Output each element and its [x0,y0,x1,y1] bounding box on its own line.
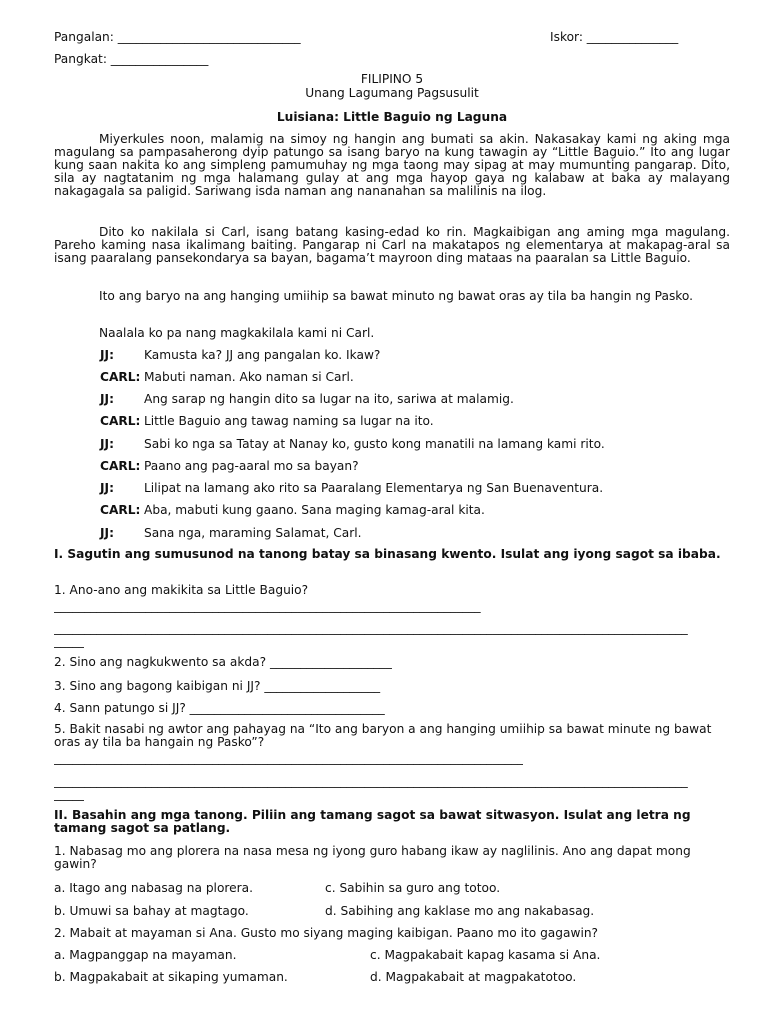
choice-d: d. Magpakabait at magpakatotoo. [370,970,577,984]
part1-question-1: 1. Ano-ano ang makikita sa Little Baguio? [54,583,309,597]
story-paragraph-2: Dito ko nakilala si Carl, isang batang kasing-edad ko rin. Magkaibigan ang aming mga magulang. Pareho kaming nasa ikalimang baiting. Pangarap ni Carl na makatapos ng elementarya at makapag-aral sa isang paaralang pansekondarya sa bayan, bagama’t mayroon ding mataas na paaralan sa Little Baguio. [54,225,730,266]
choice-c: c. Magpakabait kapag kasama si Ana. [370,948,601,962]
dialogue-text: Paano ang pag-aaral mo sa bayan? [144,459,359,473]
choice-a: a. Magpanggap na mayaman. [54,948,237,962]
speaker-label: JJ: [100,481,114,495]
part1-question-4: 4. Sann patungo si JJ? ________________________________ [54,701,385,715]
choice-d: d. Sabihing ang kaklase mo ang nakabasag. [325,904,595,918]
speaker-label: CARL: [100,370,141,384]
dialogue-text: Kamusta ka? JJ ang pangalan ko. Ikaw? [144,348,381,362]
choice-a: a. Itago ang nabasag na plorera. [54,881,253,895]
score-field: Iskor: _______________ [550,30,679,44]
story-paragraph-4: Naalala ko pa nang magkakilala kami ni Carl. [99,326,375,340]
story-paragraph-1: Miyerkules noon, malamig na simoy ng hangin ang bumati sa akin. Nakasakay kami ng aking mga magulang sa pampasaherong dyip patungo sa isang baryo na kung tawagin ay “Little Baguio.” Ito ang lugar kung saan nakita ko ang simpleng pamumuhay ng mga taong may sipag at may mumunting pangarap. Dito, sila ay nagtatanim ng mga halamang gulay at ang mga hayop gaya ng kalabaw at baka ay malayang nakagagala sa paligid. Sariwang isda naman ang nananahan sa malilinis na ilog. [54,132,730,199]
story-paragraph-3: Ito ang baryo na ang hanging umiihip sa bawat minuto ng bawat oras ay tila ba hangin ng Pasko. [99,289,694,303]
part2-question-1: 1. Nabasag mo ang plorera na nasa mesa ng iyong guro habang ikaw ay naglilinis. Ano ang dapat mong gawin? [54,844,691,872]
part1-question-5: 5. Bakit nasabi ng awtor ang pahayag na “Ito ang baryon a ang hanging umiihip sa bawat minute ng bawat oras ay tila ba hangain ng Pasko”? [54,722,712,750]
dialogue-text: Aba, mabuti kung gaano. Sana maging kamag-aral kita. [144,503,485,517]
answer-line: ________________________________________________________________________________________________________ [54,621,688,635]
dialogue-text: Ang sarap ng hangin dito sa lugar na ito, sariwa at malamig. [144,392,514,406]
part2-instruction: II. Basahin ang mga tanong. Piliin ang tamang sagot sa bawat sitwasyon. Isulat ang letra ng tamang sagot sa patlang. [54,808,691,836]
speaker-label: CARL: [100,414,141,428]
answer-line: _____ [54,634,85,648]
part2-question-2: 2. Mabait at mayaman si Ana. Gusto mo siyang maging kaibigan. Paano mo ito gagawin? [54,926,599,940]
dialogue-text: Little Baguio ang tawag naming sa lugar na ito. [144,414,434,428]
choice-c: c. Sabihin sa guro ang totoo. [325,881,501,895]
dialogue-text: Sana nga, maraming Salamat, Carl. [144,526,362,540]
part1-instruction: I. Sagutin ang sumusunod na tanong batay sa binasang kwento. Isulat ang iyong sagot sa ibaba. [54,547,721,561]
speaker-label: JJ: [100,348,114,362]
answer-line: _____________________________________________________________________________ [54,751,524,765]
group-field: Pangkat: ________________ [54,52,209,66]
subject-title: FILIPINO 5 [360,72,424,86]
answer-line: ______________________________________________________________________ [54,599,481,613]
speaker-label: CARL: [100,503,141,517]
answer-line: ________________________________________________________________________________________________________ [54,774,688,788]
name-field: Pangalan: ______________________________ [54,30,301,44]
story-title: Luisiana: Little Baguio ng Laguna [276,110,508,124]
dialogue-text: Mabuti naman. Ako naman si Carl. [144,370,354,384]
part1-question-3: 3. Sino ang bagong kaibigan ni JJ? ___________________ [54,679,381,693]
dialogue-text: Sabi ko nga sa Tatay at Nanay ko, gusto kong manatili na lamang kami rito. [144,437,605,451]
speaker-label: JJ: [100,392,114,406]
part1-question-2: 2. Sino ang nagkukwento sa akda? ____________________ [54,655,392,669]
speaker-label: JJ: [100,526,114,540]
dialogue-text: Lilipat na lamang ako rito sa Paaralang Elementarya ng San Buenaventura. [144,481,604,495]
choice-b: b. Umuwi sa bahay at magtago. [54,904,249,918]
test-title: Unang Lagumang Pagsusulit [305,86,479,100]
answer-line: _____ [54,787,85,801]
choice-b: b. Magpakabait at sikaping yumaman. [54,970,288,984]
speaker-label: CARL: [100,459,141,473]
speaker-label: JJ: [100,437,114,451]
